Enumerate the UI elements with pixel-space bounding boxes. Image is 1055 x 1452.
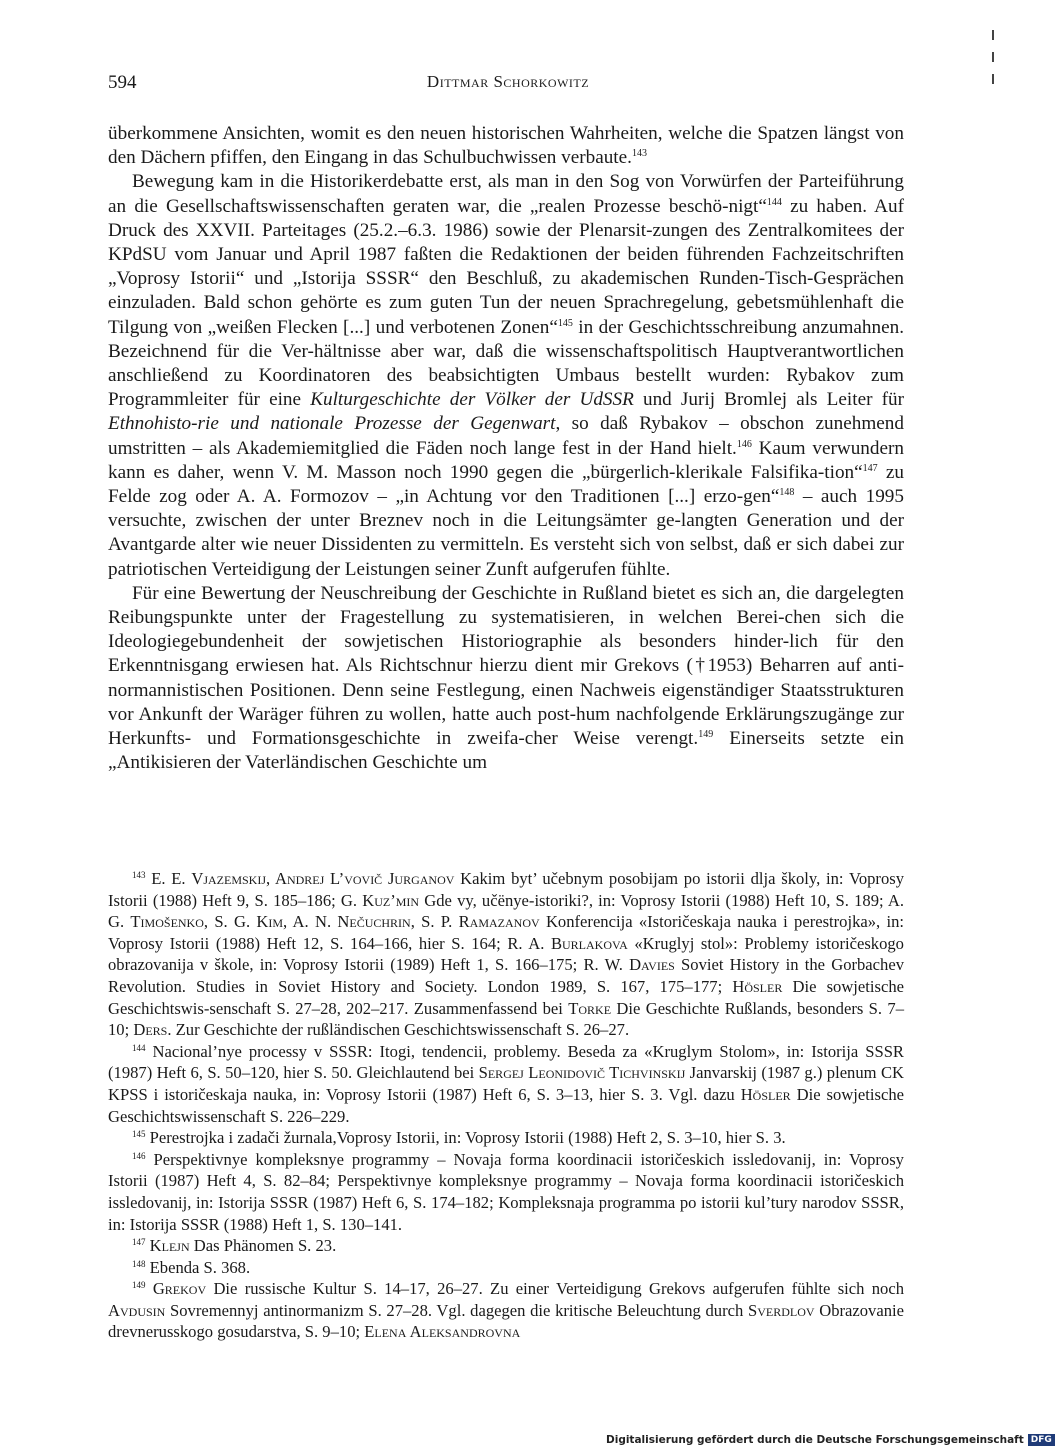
footnote-146: $^{146}$ Perspektivnye kompleksnye programmy – Novaja forma koordinacii istoričeskich issledovanij, in: Voprosy Istorii (1987) Heft 4, S. 82–84; Perspektivnye kompleksnye programmy – Novaja forma koordinacii istoričeskich issledovanij, in: Istorija SSSR (1987) Heft 6, S. 174–182; Kompleksnaja programma po istorii kul’tury narodov SSSR, in: Istorija SSSR (1988) Heft 1, S. 130–141. (108, 1149, 904, 1234)
footnotes (108, 868, 904, 1343)
footnote-ref[interactable]: 144 (766, 196, 782, 208)
footnote-ref[interactable]: 145 (557, 317, 573, 329)
footnote-147: $^{147}$ Klejn Das Phänomen S. 23. (132, 1236, 337, 1256)
dfg-logo: DFG (1028, 1434, 1055, 1446)
footnote-ref[interactable]: 148 (779, 487, 795, 499)
footnote-ref[interactable]: 146 (736, 438, 752, 450)
footnote-144: $^{144}$ Nacional’nye processy v SSSR: Itogi, tendencii, problemy. Beseda za «Kruglym Stolom», in: Istorija SSSR (1987) Heft 6, S. 50–120, hier S. 50. Gleichlautend bei Sergej Leonidovič Tichvinskij Janvarskij (1987 g.) plenum CK KPSS i istoričeskaja nauka, in: Voprosy Istorii (1987) Heft 6, S. 3–13, hier S. 3. Vgl. dazu Hösler Die sowjetische Geschichtswissenschaft S. 226–229. (108, 1041, 904, 1126)
footnote-ref[interactable]: 143 (631, 148, 647, 160)
footnote-ref[interactable]: 147 (862, 462, 878, 474)
page-header (108, 72, 908, 100)
paragraph-3: Für eine Bewertung der Neuschreibung der Geschichte in Rußland bietet es sich an, die dargelegten Reibungspunkte unter der Fragestellung zu systematisieren, in welchen Berei-chen sich die Ideologiegebundenheit der sowjetischen Historiographie als besonders hinder-lich für den Erkenntnisgang erwiesen hat. Als Richtschnur hierzu dient mir Grekovs (†1953) Beharren auf anti-normannistischen Positionen. Denn seine Festlegung, einen Nachweis eigenständiger Staatsstrukturen vor Ankunft der Waräger führen zu wollen, hatte auch post-hum nachfolgende Erklärungszugänge zur Herkunfts- und Formationsgeschichte in zweifa-cher Weise verengt.$^{149}$ Einerseits setzte ein „Antikisieren der Vaterländischen Geschichte um (108, 582, 904, 774)
credit-text: Digitalisierung gefördert durch die Deutsche Forschungsgemeinschaft (606, 1434, 1024, 1446)
page-number: 594 (108, 72, 137, 93)
footnote-149: $^{149}$ Grekov Die russische Kultur S. 14–17, 26–27. Zu einer Verteidigung Grekovs aufgerufen fühlte sich noch Avdusin Sovremennyj antinormanizm S. 27–28. Vgl. dagegen die kritische Beleuchtung durch Sverdlov Obrazovanie drevnerusskogo gosudarstva, S. 9–10; Elena Aleksandrovna (108, 1279, 904, 1342)
running-head: Dittmar Schorkowitz (426, 72, 590, 91)
main-text (108, 122, 904, 775)
digitization-credit (606, 1434, 1055, 1446)
paragraph-2: Bewegung kam in die Historikerdebatte erst, als man in den Sog von Vorwürfen der Parteiführung an die Gesellschaftswissenschaften geraten war, die „realen Prozesse beschö-nigt“$^{144}$ zu haben. Auf Druck des XXVII. Parteitages (25.2.–6.3. 1986) sowie der Plenarsit-zungen des Zentralkomitees der KPdSU vom Januar und April 1987 faßten die Redaktionen der beiden führenden Fachzeitschriften „Voprosy Istorii“ und „Istorija SSSR“ den Beschluß, zu akademischen Runden-Tisch-Gesprächen einzuladen. Bald schon gehörte es zum guten Tun der neuen Sprachregelung, gebetsmühlenhaft die Tilgung von „weißen Flecken [...] und verbotenen Zonen“$^{145}$ in der Geschichtsschreibung anzumahnen. Bezeichnend für die Ver-hältnisse aber war, daß die wissenschaftspolitisch Hauptverantwortlichen anschließend zu Koordinatoren des beabsichtigten Umbaus bestellt wurden: Rybakov zum Programmleiter für eine Kulturgeschichte der Völker der UdSSR und Jurij Bromlej als Leiter für Ethnohisto-rie und nationale Prozesse der Gegenwart, so daß Rybakov – obschon zunehmend umstritten – als Akademiemitglied die Fäden noch lange fest in der Hand hielt.$^{146}$ Kaum verwundern kann es daher, wenn V. M. Masson noch 1990 gegen die „bürgerlich-klerikale Falsifika-tion“$^{147}$ zu Felde zog oder A. A. Formozov – „in Achtung vor den Traditionen [...] erzo-gen“$^{148}$ – auch 1995 versuchte, zwischen der unter Breznev noch in die Leitungsämter ge-langten Generation und der Avantgarde alter wie neuer Dissidenten zu vermitteln. Es versteht sich von selbst, daß er sich dabei zur patriotischen Verteidigung der Leistungen seiner Zunft aufgerufen fühlte. (108, 171, 905, 580)
footnote-148: $^{148}$ Ebenda S. 368. (132, 1257, 251, 1277)
scan-edge-marks (992, 30, 996, 96)
footnote-143: $^{143}$ E. E. Vjazemskij, Andrej L’vovič Jurganov Kakim byt’ učebnym posobijam po istorii dlja školy, in: Voprosy Istorii (1988) Heft 9, S. 185–186; G. Kuz’min Gde vy, učënye-istoriki?, in: Voprosy Istorii (1988) Heft 10, S. 189; A. G. Timošenko, S. G. Kim, A. N. Nečuchrin, S. P. Ramazanov Konferencija «Istoričeskaja nauka i perestrojka», in: Voprosy Istorii (1988) Heft 12, S. 164–166, hier S. 164; R. A. Burlakova «Kruglyj stol»: Problemy istoričeskogo obrazovanija v škole, in: Voprosy Istorii (1989) Heft 1, S. 166–175; R. W. Davies Soviet History in the Gorbachev Revolution. Studies in Soviet History and Society. London 1989, S. 167, 175–177; Hösler Die sowjetische Geschichtswis-senschaft S. 27–28, 202–217. Zusammenfassend bei Torke Die Geschichte Rußlands, besonders S. 7–10; Ders. Zur Geschichte der rußländischen Geschichtswissenschaft S. 26–27. (108, 869, 904, 1040)
footnote-145: $^{145}$ Perestrojka i zadači žurnala,Voprosy Istorii, in: Voprosy Istorii (1988) Heft 2, S. 3–10, hier S. 3. (132, 1128, 786, 1148)
footnote-ref[interactable]: 149 (698, 729, 714, 741)
paragraph-1: überkommene Ansichten, womit es den neuen historischen Wahrheiten, welche die Spatzen längst von den Dächern pfiffen, den Eingang in das Schulbuchwissen verbaute.$^{143}$ (108, 123, 904, 169)
